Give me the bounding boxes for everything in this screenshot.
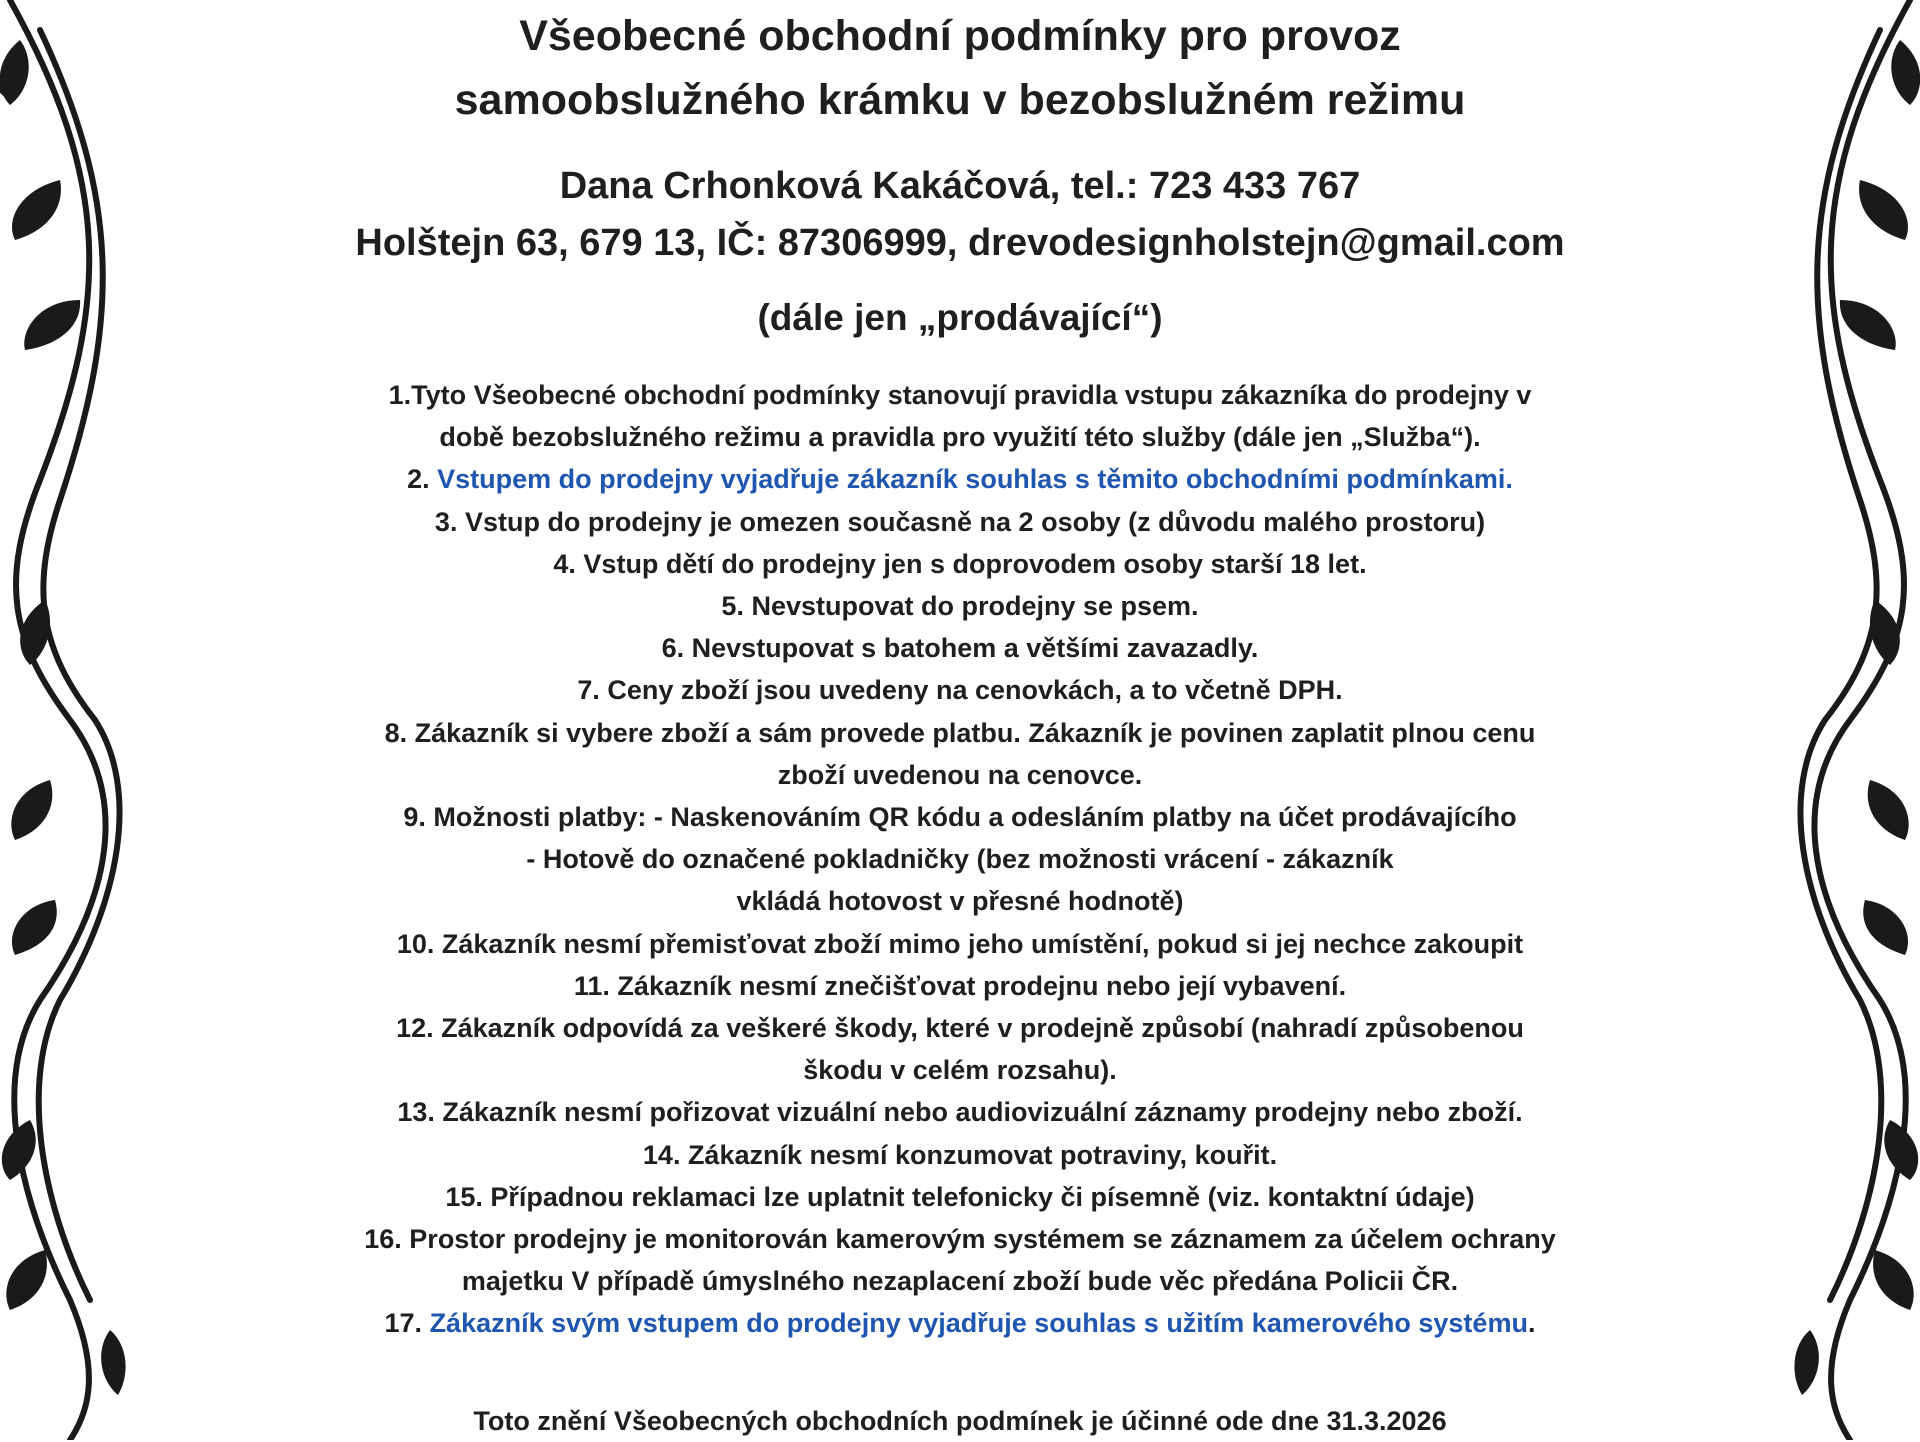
seller-alias: (dále jen „prodávající“) bbox=[757, 297, 1163, 338]
clause-16: 16. Prostor prodejny je monitorován kamerovým systémem se záznamem za účelem ochrany majetku V případě úmyslného nezaplacení zboží bude věc předána Policii ČR. bbox=[364, 1224, 1556, 1297]
clause-7: 7. Ceny zboží jsou uvedeny na cenovkách, a to včetně DPH. bbox=[577, 675, 1343, 706]
clause-3: 3. Vstup do prodejny je omezen současně na 2 osoby (z důvodu malého prostoru) bbox=[434, 506, 1486, 537]
clause-17: 17. Zákazník svým vstupem do prodejny vyjadřuje souhlas s užitím kamerového systému. bbox=[384, 1308, 1536, 1339]
clause-15: 15. Případnou reklamaci lze uplatnit telefonicky či písemně (viz. kontaktní údaje) bbox=[445, 1181, 1475, 1212]
vine-border-right-icon bbox=[1780, 0, 1920, 1440]
clause-9: 9. Možnosti platby: - Naskenováním QR kódu a odesláním platby na účet prodávajícího - Hotově do označené pokladničky (bez možnosti vrácení - zákazník vkládá hotovost v přesné hodnotě) bbox=[403, 802, 1517, 917]
clause-17-highlight: Zákazník svým vstupem do prodejny vyjadřuje souhlas s užitím kamerového systému bbox=[429, 1308, 1528, 1339]
seller-address-email: Holštejn 63, 679 13, IČ: 87306999, drevodesignholstejn@gmail.com bbox=[355, 222, 1565, 264]
terms-document bbox=[240, 0, 1680, 1440]
seller-contact bbox=[240, 158, 1680, 272]
clause-list bbox=[240, 374, 1680, 1345]
clause-14: 14. Zákazník nesmí konzumovat potraviny, kouřit. bbox=[642, 1139, 1278, 1170]
clause-6: 6. Nevstupovat s batohem a většími zavazadly. bbox=[661, 633, 1259, 664]
clause-2: 2. Vstupem do prodejny vyjadřuje zákazník souhlas s těmito obchodními podmínkami. bbox=[407, 464, 1513, 495]
clause-5: 5. Nevstupovat do prodejny se psem. bbox=[721, 591, 1199, 622]
clause-2-highlight: Vstupem do prodejny vyjadřuje zákazník souhlas s těmito obchodními podmínkami. bbox=[437, 464, 1513, 495]
clause-10: 10. Zákazník nesmí přemisťovat zboží mimo jeho umístění, pokud si jej nechce zakoupit bbox=[396, 928, 1524, 959]
vine-border-left-icon bbox=[0, 0, 140, 1440]
clause-11: 11. Zákazník nesmí znečišťovat prodejnu nebo její vybavení. bbox=[573, 970, 1347, 1001]
clause-13: 13. Zákazník nesmí pořizovat vizuální nebo audiovizuální záznamy prodejny nebo zboží. bbox=[397, 1097, 1523, 1128]
clause-8: 8. Zákazník si vybere zboží a sám provede platbu. Zákazník je povinen zaplatit plnou cenu zboží uvedenou na cenovce. bbox=[384, 717, 1536, 790]
clause-12: 12. Zákazník odpovídá za veškeré škody, které v prodejně způsobí (nahradí způsobenou škodu v celém rozsahu). bbox=[396, 1013, 1524, 1086]
effective-date-note: Toto znění Všeobecných obchodních podmínek je účinné ode dne 31.3.2026 bbox=[473, 1406, 1447, 1436]
clause-4: 4. Vstup dětí do prodejny jen s doprovodem osoby starší 18 let. bbox=[553, 548, 1367, 579]
document-title: Všeobecné obchodní podmínky pro provoz samoobslužného krámku v bezobslužném režimu bbox=[454, 12, 1466, 124]
clause-1: 1.Tyto Všeobecné obchodní podmínky stanovují pravidla vstupu zákazníka do prodejny v době bezobslužného režimu a pravidla pro využití této služby (dále jen „Služba“). bbox=[388, 380, 1532, 453]
seller-name-phone: Dana Crhonková Kakáčová, tel.: 723 433 767 bbox=[559, 165, 1361, 207]
